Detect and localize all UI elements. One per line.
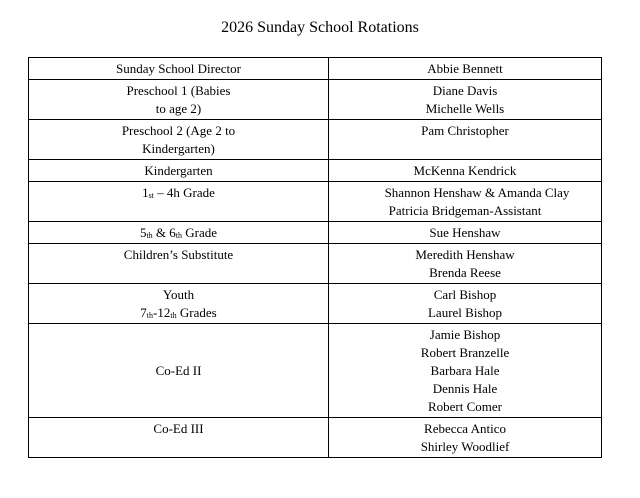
person-name: Pam Christopher <box>421 123 509 138</box>
table-row <box>29 58 602 80</box>
role-text: Kindergarten) <box>142 141 215 156</box>
role-text: Preschool 1 (Babies <box>126 83 231 98</box>
person-name: Robert Comer <box>427 399 502 414</box>
table-row <box>29 160 602 182</box>
role-mid: & 6 <box>152 225 176 240</box>
role-text <box>33 184 324 202</box>
person-name: Barbara Hale <box>430 363 500 378</box>
person-name: Dennis Hale <box>432 381 498 396</box>
ordinal-suffix: th <box>146 311 154 320</box>
people-cell <box>329 222 602 244</box>
role-text <box>33 224 324 242</box>
ordinal-number: 5 <box>139 225 147 240</box>
role-text: Preschool 2 (Age 2 to <box>121 123 236 138</box>
role-text: Co-Ed III <box>153 421 204 436</box>
people-cell <box>329 244 602 284</box>
person-name: McKenna Kendrick <box>413 163 517 178</box>
role-cell <box>29 244 329 284</box>
person-name: Laurel Bishop <box>427 305 502 320</box>
people-cell <box>329 418 602 458</box>
people-cell <box>329 58 602 80</box>
role-rest: Grades <box>176 305 217 320</box>
role-text: Co-Ed II <box>155 363 202 378</box>
role-text: Children’s Substitute <box>123 247 234 262</box>
people-cell <box>329 284 602 324</box>
table-row <box>29 418 602 458</box>
people-cell <box>329 160 602 182</box>
page-title: 2026 Sunday School Rotations <box>221 19 419 36</box>
person-name: Robert Branzelle <box>420 345 510 360</box>
ordinal-suffix: th <box>146 231 153 240</box>
table-row <box>29 182 602 222</box>
role-cell <box>29 284 329 324</box>
role-text: Kindergarten <box>144 163 213 178</box>
table-row <box>29 120 602 160</box>
ordinal-number: 7 <box>140 305 147 320</box>
person-name: Jamie Bishop <box>429 327 501 342</box>
role-text: Sunday School Director <box>116 61 241 76</box>
ordinal-suffix: th <box>170 311 177 320</box>
person-name: Rebecca Antico <box>424 421 506 436</box>
role-rest: – 4h Grade <box>153 185 215 200</box>
role-text: to age 2) <box>155 101 202 116</box>
people-cell <box>329 80 602 120</box>
role-cell <box>29 324 329 418</box>
table-row <box>29 80 602 120</box>
role-cell <box>29 418 329 458</box>
role-cell <box>29 222 329 244</box>
ordinal-suffix: th <box>175 231 183 240</box>
person-name: Sue Henshaw <box>429 225 501 240</box>
role-cell <box>29 182 329 222</box>
role-cell <box>29 120 329 160</box>
person-name: Abbie Bennett <box>427 61 503 76</box>
rotations-table <box>28 57 602 458</box>
role-mid: -12 <box>153 305 171 320</box>
person-name: Brenda Reese <box>429 265 501 280</box>
person-name: Diane Davis <box>432 83 498 98</box>
role-cell <box>29 160 329 182</box>
table-row <box>29 244 602 284</box>
role-cell <box>29 58 329 80</box>
ordinal-suffix: st <box>148 191 154 200</box>
table-row <box>29 284 602 324</box>
people-cell <box>329 324 602 418</box>
person-name: Michelle Wells <box>425 101 505 116</box>
person-name: Meredith Henshaw <box>415 247 515 262</box>
role-cell <box>29 80 329 120</box>
people-cell <box>329 120 602 160</box>
person-name: Shirley Woodlief <box>420 439 510 454</box>
people-cell <box>329 182 602 222</box>
person-name: Patricia Bridgeman-Assistant <box>388 203 542 218</box>
role-text: Youth <box>162 287 195 302</box>
ordinal-number: 1 <box>142 185 149 200</box>
table-row <box>29 222 602 244</box>
role-text <box>33 304 324 322</box>
person-name: Shannon Henshaw & Amanda Clay <box>384 185 570 200</box>
table-row <box>29 324 602 418</box>
role-rest: Grade <box>182 225 218 240</box>
person-name: Carl Bishop <box>433 287 497 302</box>
